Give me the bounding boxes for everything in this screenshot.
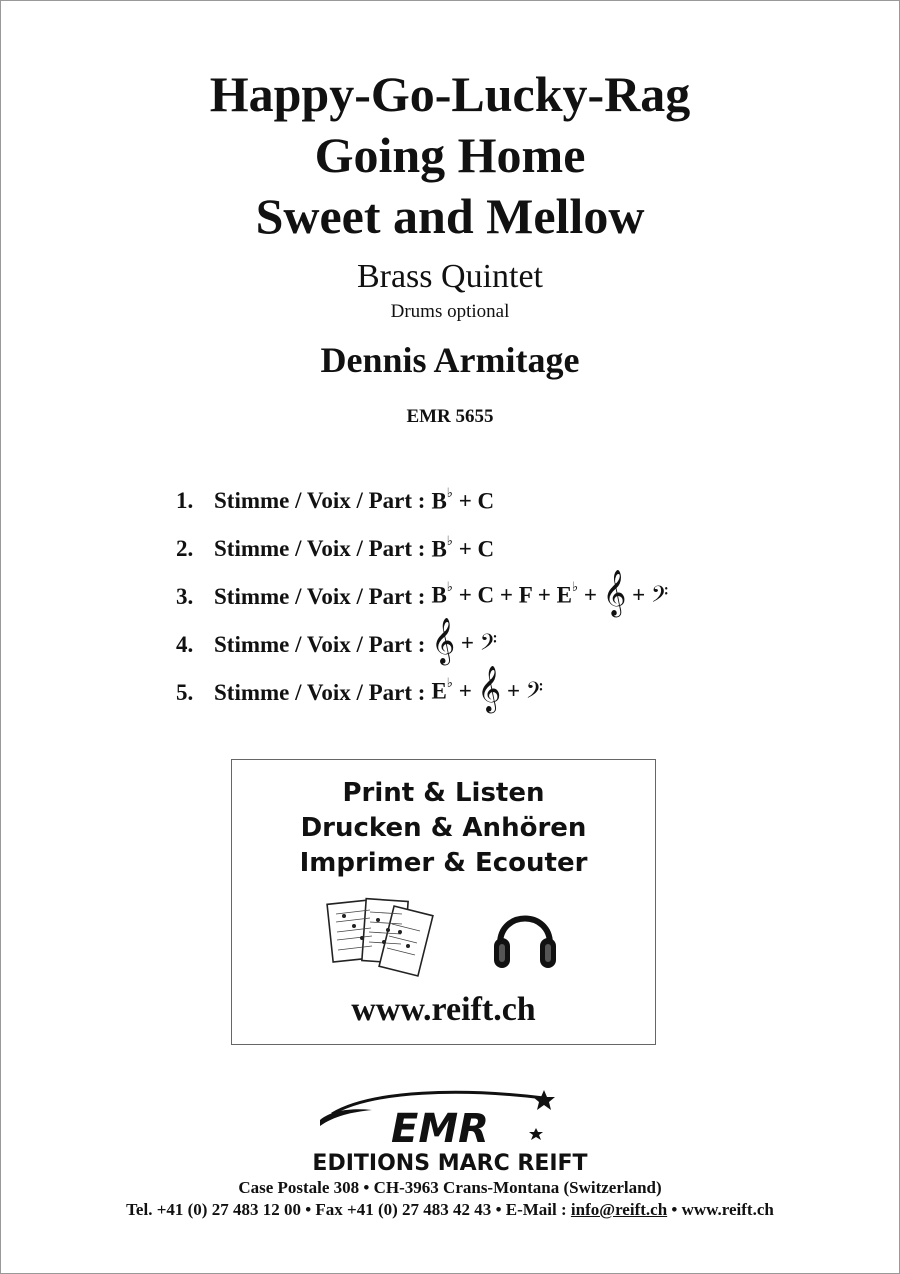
- part-row: [176, 477, 826, 525]
- publisher-contact: Tel. +41 (0) 27 483 12 00 • Fax +41 (0) 27 483 42 43 • E-Mail : info@reift.ch • www.reift.ch: [126, 1200, 774, 1219]
- part-row: [176, 570, 826, 621]
- part-keys: B♭ + C: [431, 484, 495, 514]
- part-row: [176, 666, 826, 717]
- promo-website[interactable]: www.reift.ch: [351, 991, 536, 1028]
- instrumentation: Brass Quintet: [356, 258, 544, 295]
- title-3: Sweet and Mellow: [255, 188, 645, 244]
- website-link[interactable]: www.reift.ch: [681, 1200, 774, 1219]
- part-label: Stimme / Voix / Part :: [214, 680, 426, 705]
- fax: Fax +41 (0) 27 483 42 43: [315, 1200, 492, 1219]
- email-label: E-Mail :: [505, 1200, 567, 1219]
- email-link[interactable]: info@reift.ch: [570, 1200, 668, 1219]
- print-listen-box: [231, 759, 656, 1045]
- part-row: [176, 525, 826, 573]
- part-number: 4.: [176, 632, 194, 657]
- part-keys: E♭ + 𝄞 + 𝄢: [431, 666, 544, 712]
- part-label: Stimme / Voix / Part :: [214, 632, 426, 657]
- part-label: Stimme / Voix / Part :: [214, 584, 426, 609]
- promo-line-french: Imprimer & Ecouter: [299, 848, 588, 878]
- publisher-address: Case Postale 308 • CH-3963 Crans-Montana (Switzerland): [238, 1178, 662, 1197]
- part-label: Stimme / Voix / Part :: [214, 536, 426, 561]
- part-keys: B♭ + C: [431, 532, 495, 562]
- part-number: 1.: [176, 488, 194, 513]
- parts-list: [176, 477, 826, 717]
- composer: Dennis Armitage: [320, 340, 580, 380]
- emr-logo: [262, 1086, 638, 1176]
- part-number: 2.: [176, 536, 194, 561]
- title-2: Going Home: [314, 127, 586, 183]
- sheet-music-icon: [326, 896, 436, 982]
- part-row: [176, 618, 826, 669]
- title-1: Happy-Go-Lucky-Rag: [209, 66, 691, 122]
- catalog-number: EMR 5655: [406, 406, 494, 427]
- drums-note: Drums optional: [390, 301, 510, 322]
- part-keys: B♭ + C + F + E♭ + 𝄞 + 𝄢: [431, 570, 669, 616]
- telephone: Tel. +41 (0) 27 483 12 00: [126, 1200, 301, 1219]
- part-number: 5.: [176, 680, 194, 705]
- part-label: Stimme / Voix / Part :: [214, 488, 426, 513]
- part-number: 3.: [176, 584, 194, 609]
- promo-line-german: Drucken & Anhören: [300, 813, 587, 843]
- part-keys: 𝄞 + 𝄢: [431, 618, 498, 664]
- headphones-icon: [490, 896, 560, 976]
- publisher-name: EDITIONS MARC REIFT: [312, 1151, 588, 1176]
- promo-line-english: Print & Listen: [342, 778, 545, 808]
- logo-emr-text: EMR: [391, 1106, 489, 1152]
